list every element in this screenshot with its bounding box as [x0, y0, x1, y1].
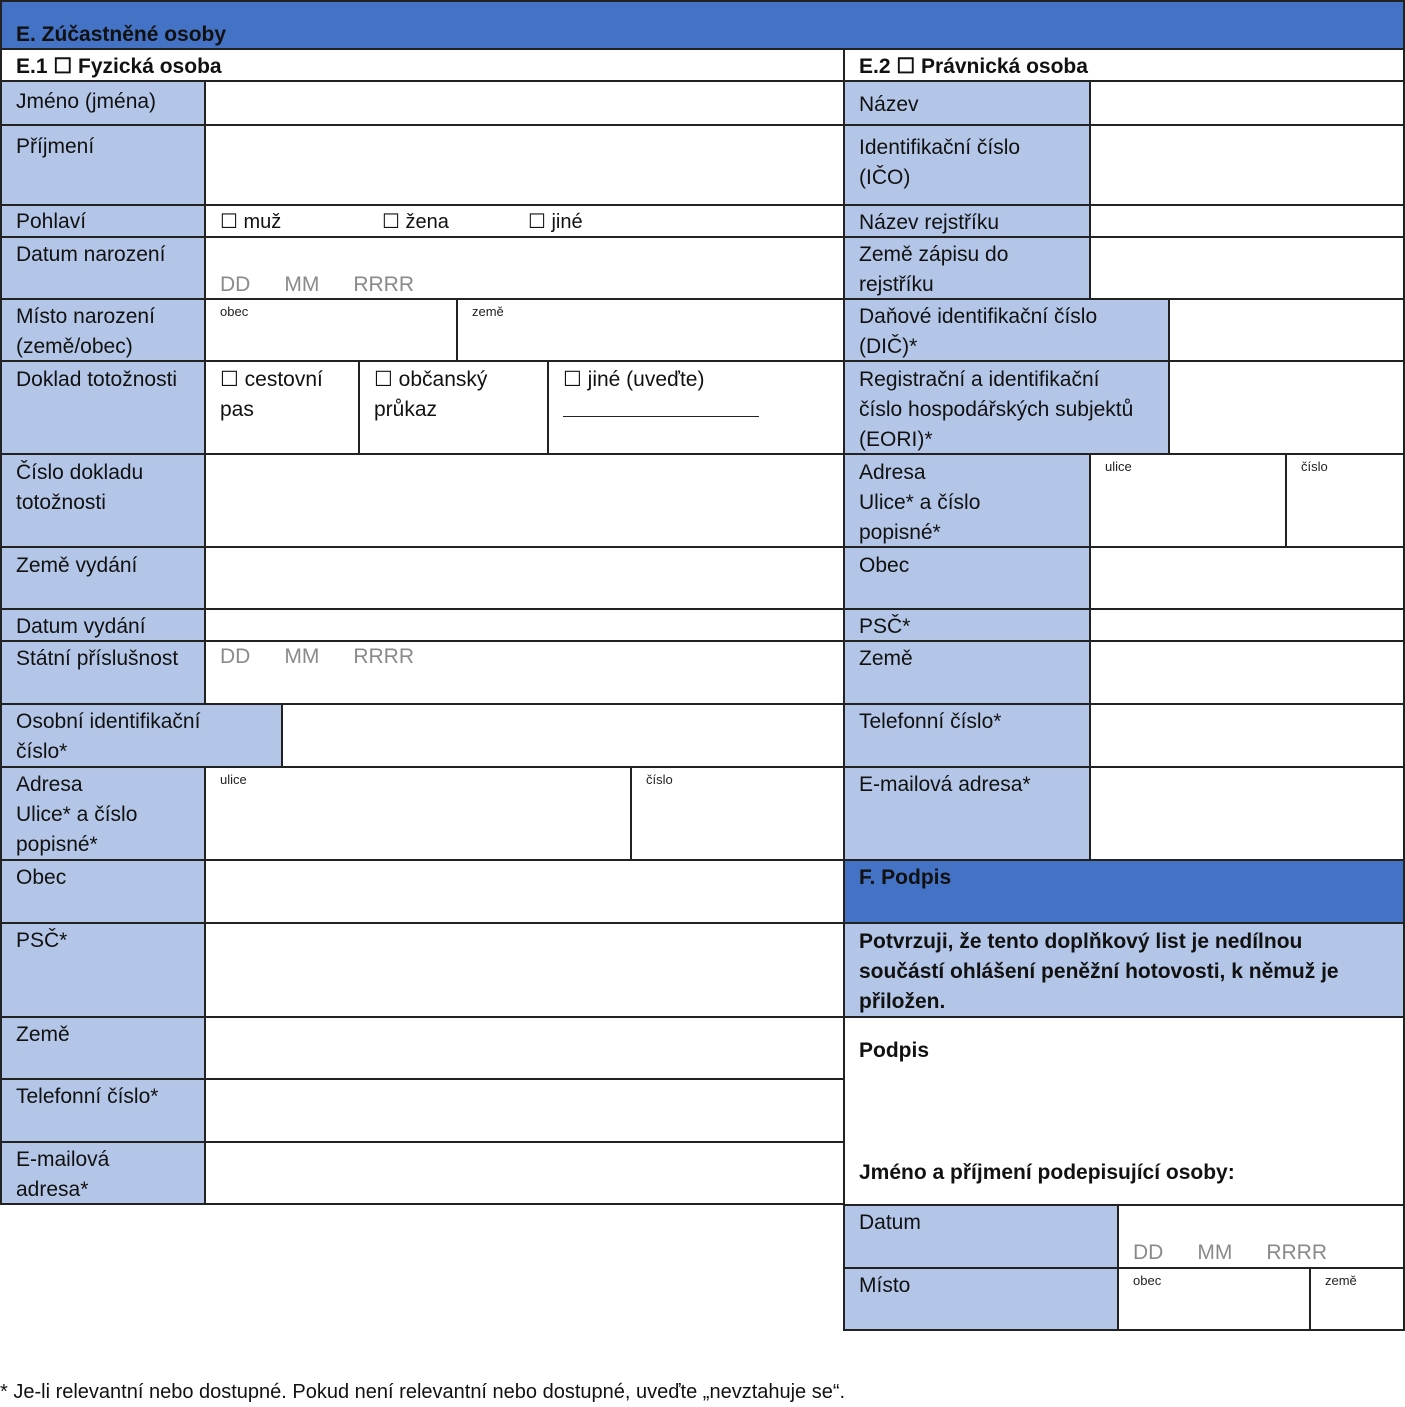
section-f-title: F. Podpis	[859, 866, 952, 889]
e1-adresa-label: Adresa Ulice* a číslo popisné*	[0, 766, 206, 861]
e2-dic-field[interactable]	[1168, 298, 1405, 362]
e1-header[interactable]	[0, 48, 845, 82]
e1-cislo-dokladu-field[interactable]	[204, 453, 845, 548]
other-doc-checkbox: ☐ jiné (uveďte)	[563, 368, 705, 391]
e1-telefon-field[interactable]	[204, 1078, 845, 1143]
section-e-title: E. Zúčastněné osoby	[16, 23, 227, 46]
signature-area[interactable]	[843, 1016, 1405, 1206]
e1-datum-vydani-field[interactable]	[204, 608, 845, 668]
e2-eori-field[interactable]	[1168, 360, 1405, 455]
e1-datum-vydani-label: Datum vydání	[0, 608, 206, 642]
e2-telefon-field[interactable]	[1089, 703, 1405, 768]
e1-obec-label: Obec	[0, 859, 206, 924]
e2-psc-field[interactable]	[1089, 608, 1405, 642]
date-placeholder: DD MM RRRR	[220, 273, 415, 296]
e1-zeme-field[interactable]	[204, 1016, 845, 1080]
e1-misto-narozeni-zeme-field[interactable]: země	[456, 298, 845, 362]
e1-pohlavi-field	[204, 204, 845, 238]
e1-zeme-vydani-label: Země vydání	[0, 546, 206, 610]
signature-label: Podpis	[859, 1039, 930, 1062]
e2-zeme-field[interactable]	[1089, 640, 1405, 705]
date-placeholder: DD MM RRRR	[220, 645, 415, 668]
e2-dic-label: Daňové identifikační číslo (DIČ)*	[843, 298, 1170, 362]
e1-psc-field[interactable]	[204, 922, 845, 1018]
e1-datum-narozeni-label: Datum narození	[0, 236, 206, 300]
e1-misto-narozeni-label: Místo narození (země/obec)	[0, 298, 206, 362]
e1-cislo-dokladu-label: Číslo dokladu totožnosti	[0, 453, 206, 548]
section-f-header	[843, 859, 1405, 924]
e1-adresa-cislo-field[interactable]: číslo	[630, 766, 845, 861]
signature-date-field[interactable]	[1117, 1204, 1405, 1269]
e1-obec-field[interactable]	[204, 859, 845, 924]
e1-misto-narozeni-obec-field[interactable]: obec	[204, 298, 458, 362]
e1-title: E.1 ☐ Fyzická osoba	[16, 55, 222, 78]
e1-statni-prislusnost-field[interactable]	[204, 640, 845, 705]
e1-osobni-id-field[interactable]	[281, 703, 845, 768]
e1-email-field[interactable]	[204, 1141, 845, 1205]
e2-email-field[interactable]	[1089, 766, 1405, 861]
signature-date-label: Datum	[843, 1204, 1119, 1269]
e1-pohlavi-label: Pohlaví	[0, 204, 206, 238]
footnote: * Je-li relevantní nebo dostupné. Pokud není relevantní nebo dostupné, uveďte „nevztahuje se“.	[0, 1381, 846, 1403]
gender-female-checkbox[interactable]: ☐ žena	[382, 211, 449, 233]
e1-prijmeni-field[interactable]	[204, 124, 845, 206]
e2-zeme-zapisu-field[interactable]	[1089, 236, 1405, 300]
doklad-idcard-option[interactable]	[358, 360, 549, 455]
e2-ico-field[interactable]	[1089, 124, 1405, 206]
e1-psc-label: PSČ*	[0, 922, 206, 1018]
gender-other-checkbox[interactable]: ☐ jiné	[528, 211, 583, 233]
e2-email-label: E-mailová adresa*	[843, 766, 1091, 861]
e2-title: E.2 ☐ Právnická osoba	[859, 55, 1088, 78]
e1-osobni-id-label: Osobní identifikační číslo*	[0, 703, 283, 768]
e1-zeme-vydani-field[interactable]	[204, 546, 845, 610]
e2-obec-label: Obec	[843, 546, 1091, 610]
e2-zeme-label: Země	[843, 640, 1091, 705]
e2-nazev-rejstriku-label: Název rejstříku	[843, 204, 1091, 238]
e2-eori-label: Registrační a identifikační číslo hospodářských subjektů (EORI)*	[843, 360, 1170, 455]
other-doc-underline	[563, 416, 759, 417]
e2-nazev-rejstriku-field[interactable]	[1089, 204, 1405, 238]
doklad-passport-option[interactable]	[204, 360, 360, 455]
signature-place-label: Místo	[843, 1267, 1119, 1331]
e2-obec-field[interactable]	[1089, 546, 1405, 610]
e1-datum-narozeni-field[interactable]	[204, 236, 845, 300]
e2-psc-label: PSČ*	[843, 608, 1091, 642]
doklad-other-option[interactable]	[547, 360, 845, 455]
signature-place-zeme-field[interactable]: země	[1309, 1267, 1405, 1331]
e2-adresa-cislo-field[interactable]: číslo	[1285, 453, 1405, 548]
section-e-header	[0, 0, 1405, 50]
signer-name-label: Jméno a příjmení podepisující osoby:	[859, 1161, 1235, 1184]
e1-prijmeni-label: Příjmení	[0, 124, 206, 206]
idcard-checkbox: ☐ občanský průkaz	[374, 368, 488, 421]
e2-adresa-ulice-field[interactable]: ulice	[1089, 453, 1287, 548]
e1-telefon-label: Telefonní číslo*	[0, 1078, 206, 1143]
section-f-confirmation: Potvrzuji, že tento doplňkový list je nedílnou součástí ohlášení peněžní hotovosti, k němuž je přiložen.	[843, 922, 1405, 1018]
e2-zeme-zapisu-label: Země zápisu do rejstříku	[843, 236, 1091, 300]
e1-statni-prislusnost-label: Státní příslušnost	[0, 640, 206, 705]
e1-doklad-label: Doklad totožnosti	[0, 360, 206, 455]
date-placeholder: DD MM RRRR	[1133, 1241, 1328, 1264]
e2-adresa-label: Adresa Ulice* a číslo popisné*	[843, 453, 1091, 548]
e1-email-label: E-mailová adresa*	[0, 1141, 206, 1205]
passport-checkbox: ☐ cestovní pas	[220, 368, 323, 421]
e2-ico-label: Identifikační číslo (IČO)	[843, 124, 1091, 206]
e1-jmeno-field[interactable]	[204, 80, 845, 126]
e1-adresa-ulice-field[interactable]: ulice	[204, 766, 632, 861]
e1-jmeno-label: Jméno (jména)	[0, 80, 206, 126]
e2-telefon-label: Telefonní číslo*	[843, 703, 1091, 768]
e2-nazev-field[interactable]	[1089, 80, 1405, 126]
e2-nazev-label: Název	[843, 80, 1091, 126]
e1-zeme-label: Země	[0, 1016, 206, 1080]
e2-header[interactable]	[843, 48, 1405, 82]
gender-male-checkbox[interactable]: ☐ muž	[220, 211, 282, 233]
signature-place-obec-field[interactable]: obec	[1117, 1267, 1311, 1331]
